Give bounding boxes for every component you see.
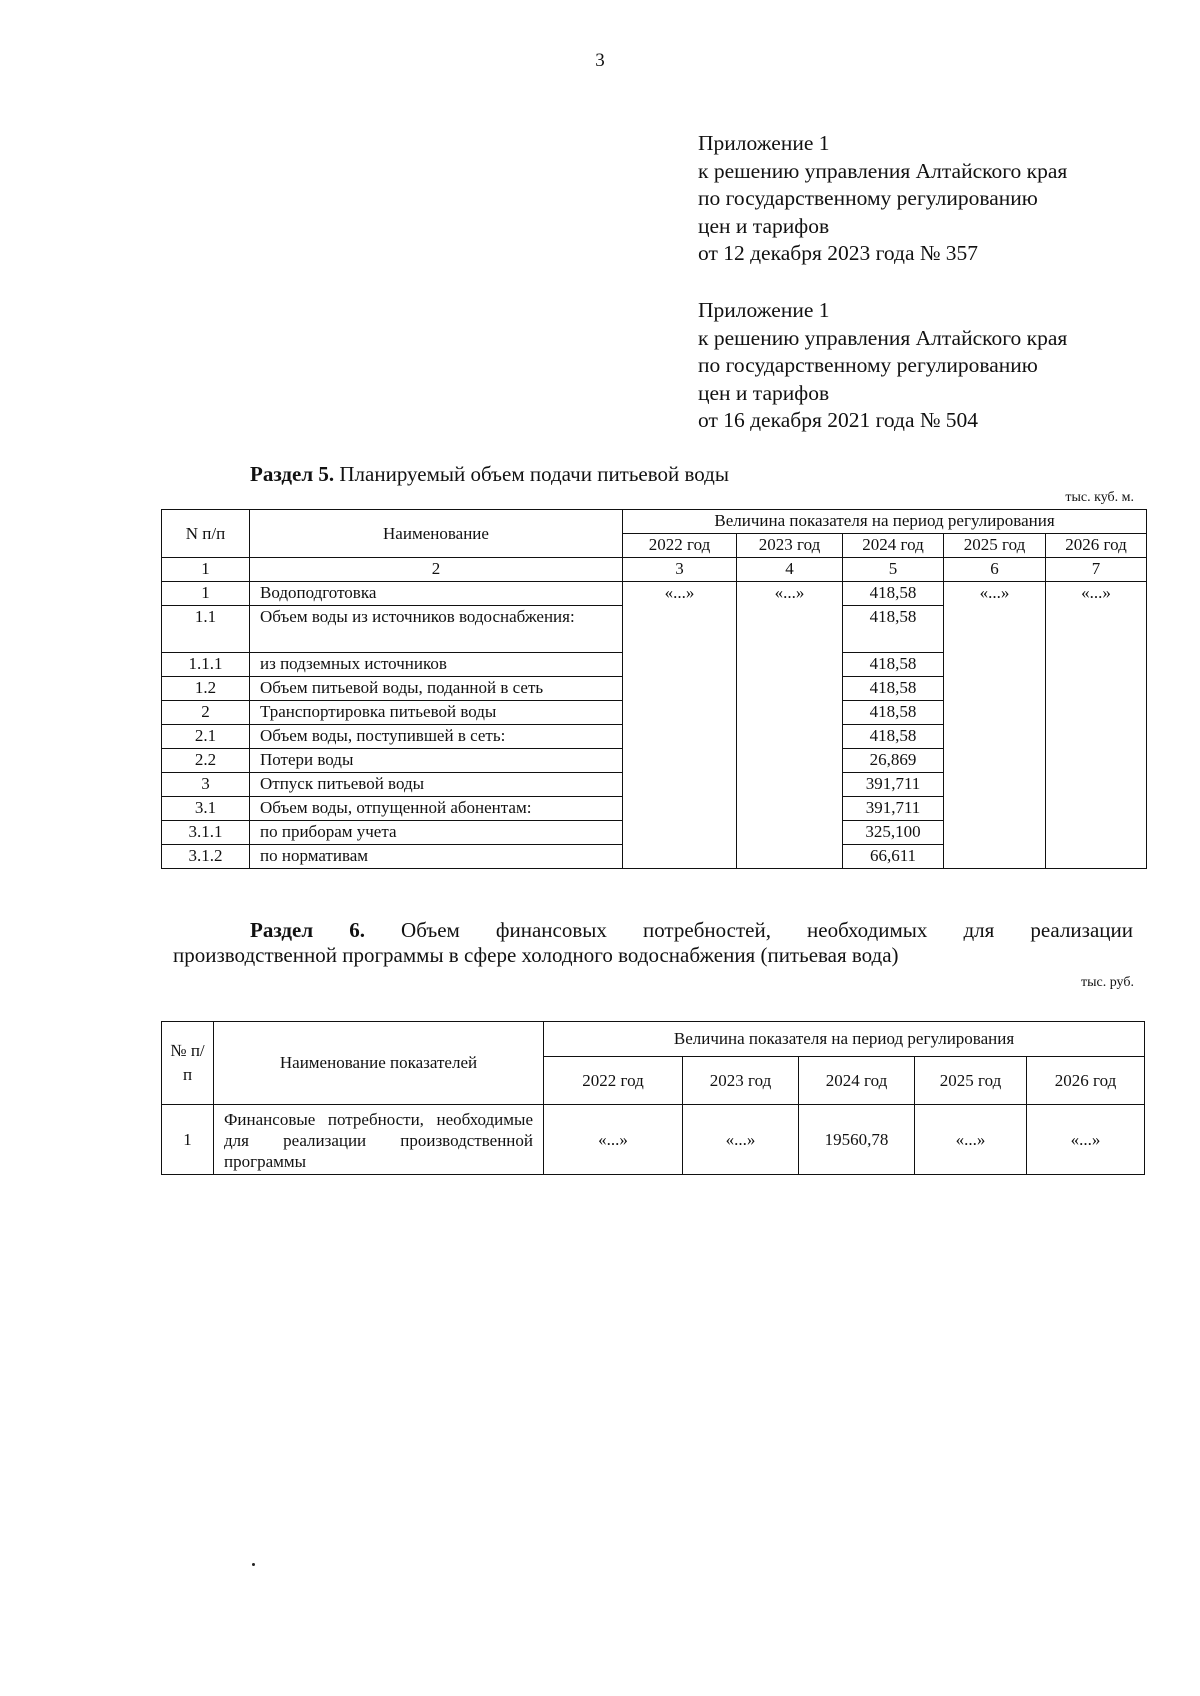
row-name: Финансовые потребности, необходимые для реализации производственной программы — [214, 1105, 544, 1175]
appendix-line: по государственному регулированию — [698, 186, 1038, 210]
header-name: Наименование показателей — [214, 1022, 544, 1105]
row-name: Потери воды — [250, 749, 623, 773]
row-name: из подземных источников — [250, 653, 623, 677]
value-2024: 418,58 — [843, 653, 944, 677]
value-2024-continuation — [843, 629, 944, 653]
value-2024: 418,58 — [843, 606, 944, 630]
appendix-line: к решению управления Алтайского края — [698, 325, 1068, 350]
header-num: № п/п — [162, 1022, 214, 1105]
col-number: 5 — [843, 558, 944, 582]
col-number: 3 — [623, 558, 737, 582]
value-2022: «...» — [623, 582, 737, 869]
value-2024: 418,58 — [843, 701, 944, 725]
value-2022: «...» — [544, 1105, 683, 1175]
row-num: 1 — [162, 1105, 214, 1175]
section6-title-line1: Объем финансовых потребностей, необходимых для реализации — [364, 918, 1133, 942]
table-header-row — [162, 1022, 1145, 1057]
value-2026: «...» — [1027, 1105, 1145, 1175]
value-2024: 26,869 — [843, 749, 944, 773]
col-number: 4 — [737, 558, 843, 582]
value-2023: «...» — [737, 582, 843, 869]
section5-table — [161, 509, 1147, 869]
row-name: Объем питьевой воды, поданной в сеть — [250, 677, 623, 701]
table-row — [162, 582, 1147, 606]
value-2024: 418,58 — [843, 582, 944, 606]
appendix-original-block — [698, 297, 1067, 435]
row-name: Объем воды из источников водоснабжения: — [250, 606, 623, 653]
table-header-row — [162, 510, 1147, 534]
header-name: Наименование — [250, 510, 623, 558]
appendix-current-block — [698, 130, 1067, 268]
value-2024: 391,711 — [843, 797, 944, 821]
header-year: 2025 год — [915, 1057, 1027, 1105]
section5-title — [250, 462, 729, 487]
row-num: 3.1 — [162, 797, 250, 821]
row-num: 3.1.2 — [162, 845, 250, 869]
value-2025: «...» — [944, 582, 1046, 869]
header-year: 2023 год — [683, 1057, 799, 1105]
appendix-line: от 12 декабря 2023 года № 357 — [698, 241, 978, 265]
header-year: 2024 год — [843, 534, 944, 558]
value-2025: «...» — [915, 1105, 1027, 1175]
value-2024: 66,611 — [843, 845, 944, 869]
header-num: N п/п — [162, 510, 250, 558]
value-2024: 325,100 — [843, 821, 944, 845]
section6-title-bold: Раздел 6. — [250, 918, 365, 942]
header-year: 2025 год — [944, 534, 1046, 558]
col-number: 7 — [1046, 558, 1147, 582]
section5-title-text: Планируемый объем подачи питьевой воды — [334, 462, 729, 486]
row-name: по приборам учета — [250, 821, 623, 845]
table-colnum-row — [162, 558, 1147, 582]
col-number: 6 — [944, 558, 1046, 582]
section6-table — [161, 1021, 1145, 1175]
header-year: 2022 год — [623, 534, 737, 558]
header-period: Величина показателя на период регулирования — [544, 1022, 1145, 1057]
section6-title — [173, 918, 1133, 968]
header-year: 2022 год — [544, 1057, 683, 1105]
header-year: 2026 год — [1027, 1057, 1145, 1105]
appendix-line: Приложение 1 — [698, 131, 830, 155]
row-num: 3.1.1 — [162, 821, 250, 845]
appendix-line: цен и тарифов — [698, 380, 830, 405]
appendix-line: цен и тарифов — [698, 213, 830, 238]
appendix-line: от 16 декабря 2021 года № 504 — [698, 408, 978, 432]
value-2024: 391,711 — [843, 773, 944, 797]
section6-title-line2: производственной программы в сфере холодного водоснабжения (питьевая вода) — [173, 943, 899, 967]
row-name: Водоподготовка — [250, 582, 623, 606]
section5-unit: тыс. куб. м. — [1065, 490, 1134, 505]
header-period: Величина показателя на период регулирования — [623, 510, 1147, 534]
row-num: 1.1.1 — [162, 653, 250, 677]
row-num: 2.2 — [162, 749, 250, 773]
row-name: Отпуск питьевой воды — [250, 773, 623, 797]
row-name: Объем воды, отпущенной абонентам: — [250, 797, 623, 821]
row-num: 3 — [162, 773, 250, 797]
header-year: 2026 год — [1046, 534, 1147, 558]
col-number: 2 — [250, 558, 623, 582]
row-name: Транспортировка питьевой воды — [250, 701, 623, 725]
appendix-line: по государственному регулированию — [698, 353, 1038, 377]
value-2024: 418,58 — [843, 677, 944, 701]
stray-mark — [252, 1563, 255, 1566]
table-row — [162, 1105, 1145, 1175]
row-num: 1 — [162, 582, 250, 606]
header-year: 2023 год — [737, 534, 843, 558]
header-year: 2024 год — [799, 1057, 915, 1105]
section6-unit: тыс. руб. — [1081, 975, 1134, 990]
value-2023: «...» — [683, 1105, 799, 1175]
appendix-line: Приложение 1 — [698, 298, 830, 322]
row-num: 1.1 — [162, 606, 250, 653]
row-num: 2.1 — [162, 725, 250, 749]
page-number: 3 — [595, 50, 605, 71]
value-2024: 418,58 — [843, 725, 944, 749]
appendix-line: к решению управления Алтайского края — [698, 158, 1068, 183]
col-number: 1 — [162, 558, 250, 582]
row-name: Объем воды, поступившей в сеть: — [250, 725, 623, 749]
value-2026: «...» — [1046, 582, 1147, 869]
section5-title-bold: Раздел 5. — [250, 462, 335, 486]
row-num: 2 — [162, 701, 250, 725]
value-2024: 19560,78 — [799, 1105, 915, 1175]
row-name: по нормативам — [250, 845, 623, 869]
row-num: 1.2 — [162, 677, 250, 701]
